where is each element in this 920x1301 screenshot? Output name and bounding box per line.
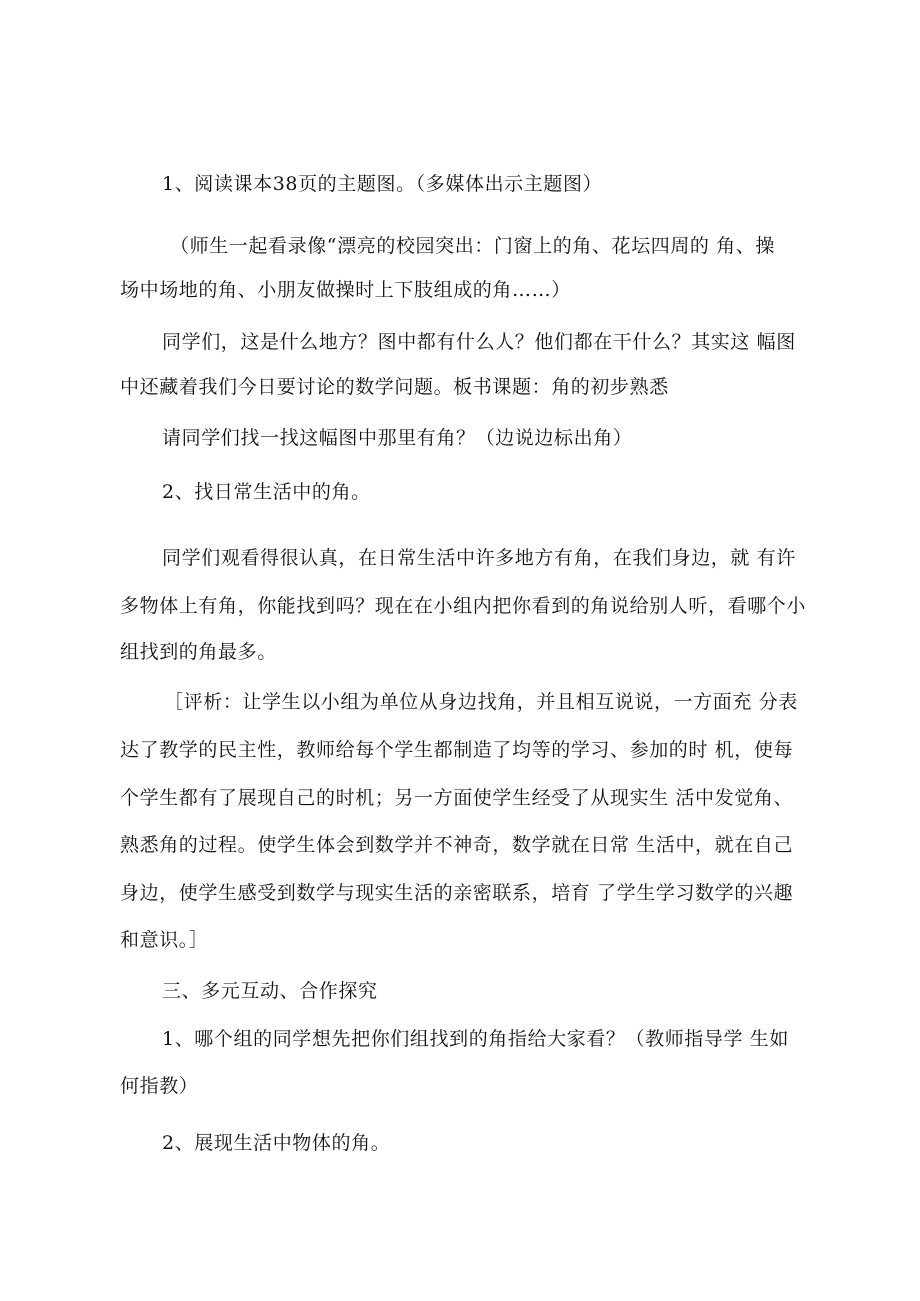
text-line: 1、哪个组的同学想先把你们组找到的角指给大家看？（教师指导学 生如 xyxy=(162,1028,789,1050)
text-line: 个学生都有了展现自己的时机；另一方面使学生经受了从现实生 活中发觉角、 xyxy=(120,787,794,809)
text-line: 同学们观看得很认真，在日常生活中许多地方有角，在我们身边，就 有许 xyxy=(162,547,796,569)
text-line: 场中场地的角、小朋友做操时上下肢组成的角……） xyxy=(120,279,571,301)
text-line: ［评析：让学生以小组为单位从身边找角，并且相互说说，一方面充 分表 xyxy=(164,691,798,713)
text-line: 同学们，这是什么地方？图中都有什么人？他们都在干什么？其实这 幅图 xyxy=(162,331,796,353)
text-line: 身边，使学生感受到数学与现实生活的亲密联系，培育 了学生学习数学的兴趣 xyxy=(120,882,794,904)
text-line: 2、找日常生活中的角。 xyxy=(162,481,371,503)
text-line: 请同学们找一找这幅图中那里有角？（边说边标出角） xyxy=(162,427,633,449)
text-line: 和意识。］ xyxy=(120,929,209,951)
text-line: 1、阅读课本38页的主题图。（多媒体出示主题图） xyxy=(162,173,603,195)
text-line: 达了教学的民主性，教师给每个学生都制造了均等的学习、参加的时 机，使每 xyxy=(120,739,794,761)
text-line: 熟悉角的过程。使学生体会到数学并不神奇，数学就在日常 生活中，就在自己 xyxy=(120,834,794,856)
section-heading: 三、多元互动、合作探究 xyxy=(162,980,378,1002)
text-line: （师生一起看录像“漂亮的校园突出：门窗上的角、花坛四周的 角、操 xyxy=(170,235,775,257)
text-line: 何指教） xyxy=(120,1075,199,1097)
text-line: 组找到的角最多。 xyxy=(120,641,277,663)
text-line: 2、展现生活中物体的角。 xyxy=(162,1132,391,1154)
text-line: 多物体上有角，你能找到吗？现在在小组内把你看到的角说给别人听，看哪个小 xyxy=(120,595,807,617)
text-line: 中还藏着我们今日要讨论的数学问题。板书课题：角的初步熟悉 xyxy=(120,376,669,398)
